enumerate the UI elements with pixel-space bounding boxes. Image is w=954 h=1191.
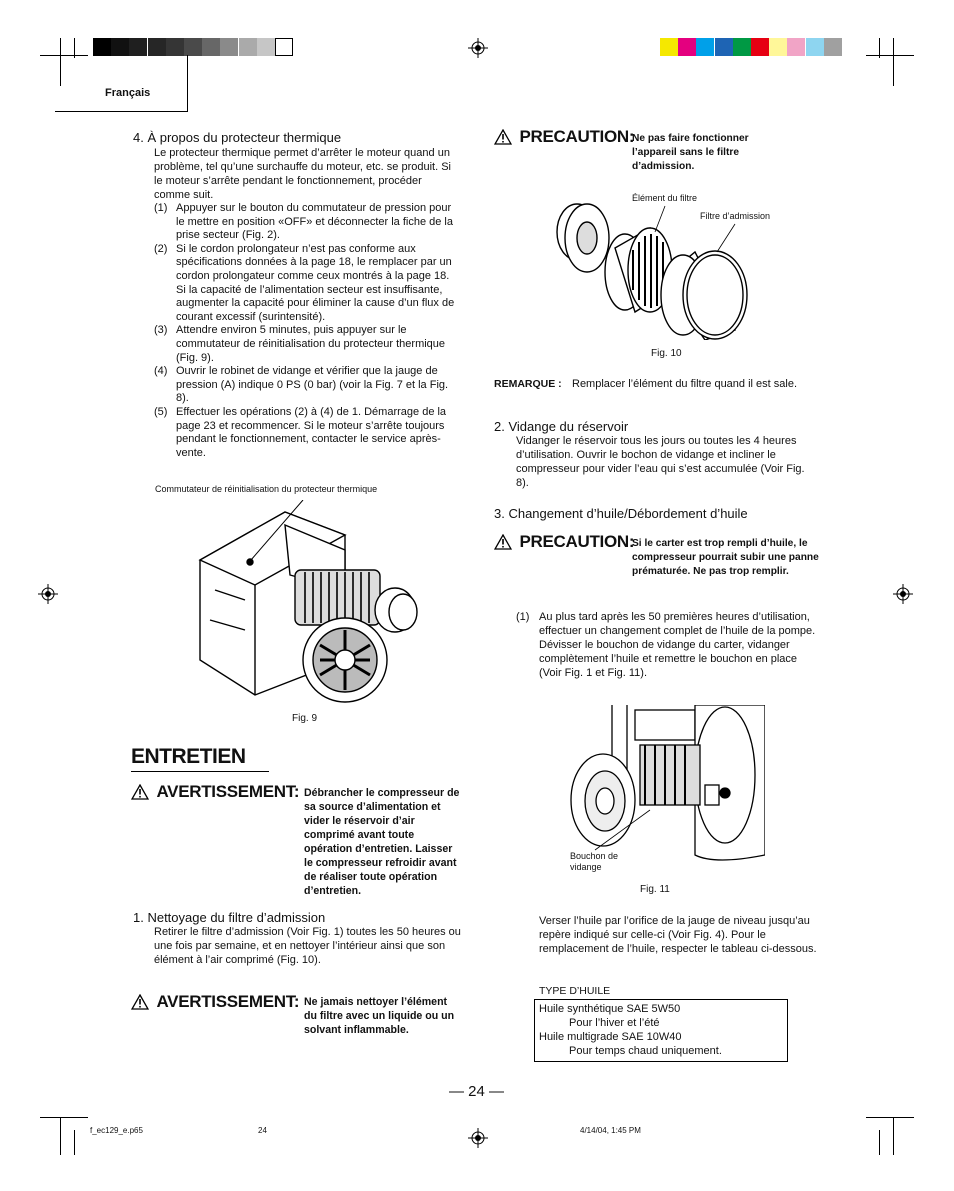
color-swatch xyxy=(678,38,696,56)
color-swatch xyxy=(148,38,166,56)
precaution1-heading: PRECAUTION: xyxy=(519,127,635,146)
step-number: (5) xyxy=(154,405,168,418)
step-number: (2) xyxy=(154,242,168,255)
crop-mark xyxy=(40,1117,88,1118)
warning-triangle-icon xyxy=(494,534,512,550)
page-number: — 24 — xyxy=(449,1083,505,1100)
oil-instructions: Verser l’huile par l’orifice de la jauge de niveau jusqu’au repère indiqué sur celle-ci (Voir Fig. 4). Pour le remplacement de l’huile, respecter le tableau ci-dessous. xyxy=(539,915,817,955)
crop-mark xyxy=(866,55,914,56)
color-swatch xyxy=(696,38,714,56)
warning-triangle-icon xyxy=(131,784,149,800)
fig10-label-filter: Filtre d’admission xyxy=(700,211,771,221)
precaution2-heading: PRECAUTION: xyxy=(519,532,635,551)
warning1-heading: AVERTISSEMENT: xyxy=(156,782,300,801)
color-swatch xyxy=(93,38,111,56)
precaution1-body: Ne pas faire fonctionner l’appareil sans le filtre d’admission. xyxy=(632,133,749,172)
registration-mark-icon xyxy=(468,38,488,58)
fig10-filter-illustration xyxy=(545,190,780,340)
section3-title: 3. Changement d’huile/Débordement d’huile xyxy=(494,506,748,521)
footer-file: f_ec129_e.p65 xyxy=(90,1126,143,1135)
step-number: (4) xyxy=(154,365,168,378)
fig9-caption: Fig. 9 xyxy=(292,713,318,724)
color-swatch xyxy=(166,38,184,56)
step1-number: (1) xyxy=(516,611,530,623)
warning2 xyxy=(131,992,299,1012)
thermal-protector-steps xyxy=(154,202,459,460)
step-text: Ouvrir le robinet de vidange et vérifier que la jauge de pression (A) indique 0 PS (0 bar) (voir la Fig. 7 et la Fig. 8). xyxy=(176,365,449,405)
language-tab xyxy=(55,55,188,112)
fig9-label: Commutateur de réinitialisation du protecteur thermique xyxy=(155,484,378,494)
color-swatch xyxy=(220,38,238,56)
thermal-step-4 xyxy=(154,365,459,406)
section2-title: 2. Vidange du réservoir xyxy=(494,419,629,434)
crop-mark xyxy=(866,1117,914,1118)
color-swatch xyxy=(806,38,824,56)
precaution1 xyxy=(494,127,634,147)
footer-date: 4/14/04, 1:45 PM xyxy=(580,1126,641,1135)
thermal-step-3 xyxy=(154,324,459,365)
color-swatch xyxy=(275,38,293,56)
step-text: Effectuer les opérations (2) à (4) de 1. Démarrage de la page 23 et recommencer. Si le moteur s’arrête toujours pendant le fonctionnement, contacter le service après-vente. xyxy=(176,405,447,459)
precaution2 xyxy=(494,532,634,552)
step-number: (1) xyxy=(154,202,168,214)
thermal-step-5 xyxy=(154,406,459,460)
precaution2-body: Si le carter est trop rempli d’huile, le compresseur pourrait subir une panne prématurée. Ne pas trop remplir. xyxy=(632,538,819,577)
section1-title: 1. Nettoyage du filtre d’admission xyxy=(133,910,326,925)
warning2-heading: AVERTISSEMENT: xyxy=(156,992,300,1011)
crop-mark xyxy=(60,1117,61,1155)
color-swatch xyxy=(660,38,678,56)
step1-text: Au plus tard après les 50 premières heures d’utilisation, effectuer un changement complet de l’huile de la pompe. Dévisser le bouchon de vidange du carter, vidanger complètement l’huile et remettre le bouchon en place (Voir Fig. 1 et Fig. 11). xyxy=(539,611,816,679)
color-swatch xyxy=(733,38,751,56)
crop-mark xyxy=(893,38,894,86)
registration-mark-icon xyxy=(893,584,913,604)
thermal-step-1 xyxy=(154,202,459,243)
color-swatch xyxy=(184,38,202,56)
oil-type-table xyxy=(534,999,788,1062)
oil-row-multigrade-use: Pour temps chaud uniquement. xyxy=(569,1045,722,1057)
color-swatch xyxy=(715,38,733,56)
warning2-body: Ne jamais nettoyer l’élément du filtre avec un liquide ou un solvant inflammable. xyxy=(304,996,455,1036)
warning1-body: Débrancher le compresseur de sa source d’alimentation et vider le réservoir d’air comprimé avant toute opération d’entretien. Laisser le compresseur refroidir avant de réaliser toute opération d’entretien. xyxy=(304,787,460,897)
oil-row-multigrade: Huile multigrade SAE 10W40 xyxy=(539,1031,682,1043)
fig9-compressor-illustration xyxy=(195,500,425,705)
fig11-drain-plug-illustration xyxy=(565,705,765,865)
oil-type-label: TYPE D’HUILE xyxy=(539,985,611,997)
color-swatch xyxy=(787,38,805,56)
thermal-step-2 xyxy=(154,243,459,325)
step-text: Si le cordon prolongateur n’est pas conforme aux spécifications données à la page 18, le remplacer par un cordon prolongateur comme ceux montrés à la page 18. Si la capacité de l’alimentation secteur est insuffisante, augmenter la capacité pour éliminer la cause d’un flux de courant excessif (surintensité). xyxy=(176,242,455,323)
section1-body: Retirer le filtre d’admission (Voir Fig. 1) toutes les 50 heures ou une fois par semaine, et en nettoyer l’intérieur ainsi que son élément à l’air comprimé (Fig. 10). xyxy=(154,926,461,966)
oil-row-synthetic-use: Pour l’hiver et l’été xyxy=(569,1017,660,1029)
remarque-text: Remplacer l’élément du filtre quand il est sale. xyxy=(572,378,798,390)
color-swatch xyxy=(824,38,842,56)
fig10-caption: Fig. 10 xyxy=(651,348,682,359)
remarque-label: REMARQUE : xyxy=(494,378,562,390)
registration-mark-icon xyxy=(468,1128,488,1148)
color-swatch xyxy=(202,38,220,56)
language-label: Français xyxy=(105,87,151,99)
crop-mark xyxy=(74,1130,75,1155)
step-number: (3) xyxy=(154,324,168,337)
color-swatch xyxy=(751,38,769,56)
color-swatch xyxy=(239,38,257,56)
step-text: Appuyer sur le bouton du commutateur de pression pour le mettre en position «OFF» et déconnecter la fiche de la prise secteur (Fig. 2). xyxy=(176,202,453,242)
entretien-underline xyxy=(131,771,269,772)
fig11-label: Bouchon de vidange xyxy=(570,851,619,872)
entretien-title: ENTRETIEN xyxy=(131,745,246,768)
color-swatch xyxy=(769,38,787,56)
crop-mark xyxy=(893,1117,894,1155)
oil-row-synthetic: Huile synthétique SAE 5W50 xyxy=(539,1003,681,1015)
registration-mark-icon xyxy=(38,584,58,604)
section2-body: Vidanger le réservoir tous les jours ou toutes les 4 heures d’utilisation. Ouvrir le bochon de vidange et incliner le compresseur pour vider l’eau qui s’est accumulée (Voir Fig. 8). xyxy=(516,435,805,489)
color-swatch xyxy=(111,38,129,56)
section4-intro: Le protecteur thermique permet d’arrêter le moteur quand un problème, tel qu’une surchauffe du moteur, etc. se produit. Si le moteur s’arrête pendant le fonctionnement, procéder comme suit. xyxy=(154,147,451,201)
fig10-label-element: Élément du filtre xyxy=(632,193,698,203)
crop-mark xyxy=(879,1130,880,1155)
crop-mark xyxy=(879,38,880,58)
footer-page: 24 xyxy=(258,1126,267,1135)
color-swatch xyxy=(257,38,275,56)
warning1 xyxy=(131,782,299,802)
step-text: Attendre environ 5 minutes, puis appuyer sur le commutateur de réinitialisation du protecteur thermique (Fig. 9). xyxy=(176,324,446,364)
fig11-caption: Fig. 11 xyxy=(640,884,670,895)
color-swatch xyxy=(129,38,147,56)
warning-triangle-icon xyxy=(131,994,149,1010)
section4-title: 4. À propos du protecteur thermique xyxy=(133,130,342,145)
warning-triangle-icon xyxy=(494,129,512,145)
